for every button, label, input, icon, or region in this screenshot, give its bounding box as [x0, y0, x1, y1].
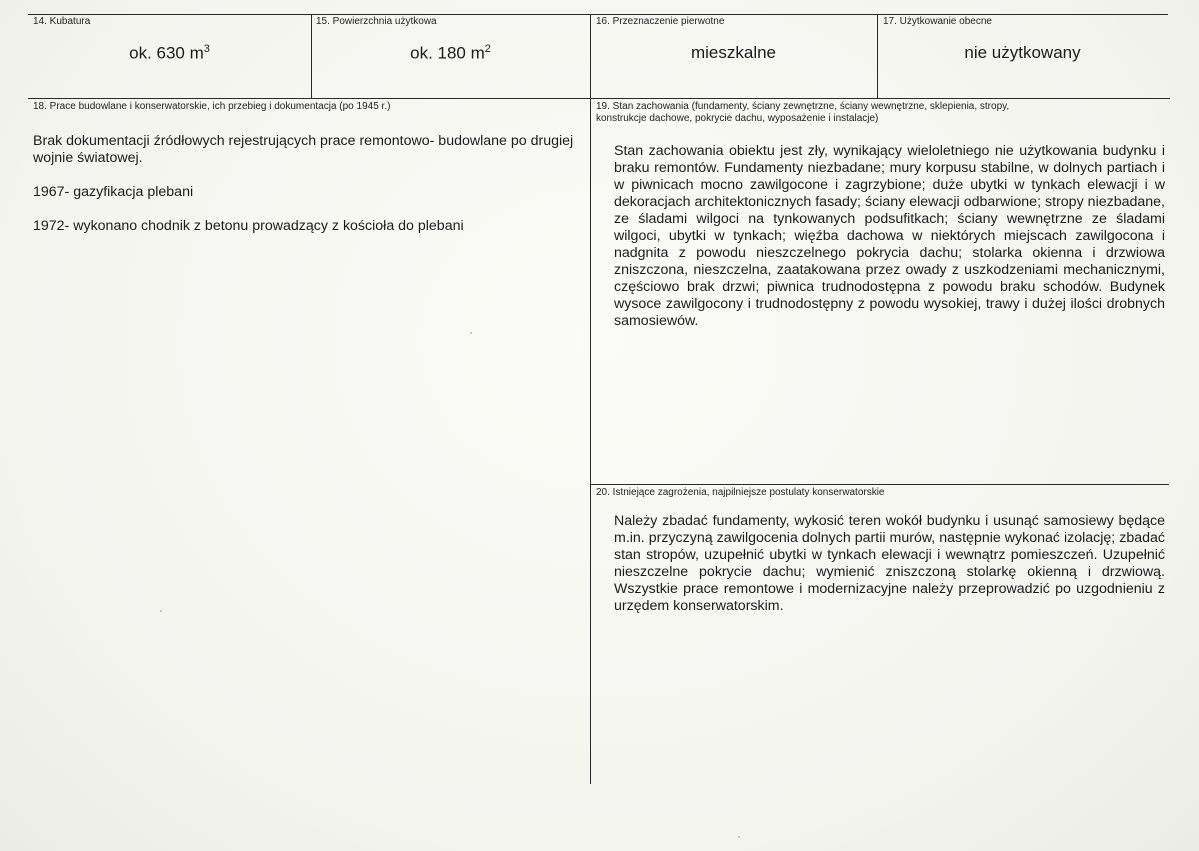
col-divider-15-16 [590, 14, 591, 784]
field-14-value-exponent: 3 [203, 43, 210, 55]
field-16-value: mieszkalne [690, 43, 777, 62]
field-16-label: 16. Przeznaczenie pierwotne [596, 16, 725, 27]
field-20-content: Należy zbadać fundamenty, wykosić teren wokół budynku i usunąć samosiewy będące m.in. przyczyną zawilgocenia dolnych partii murów, następnie wykonać izolację; zbadać stan stropów, uzupełnić ubytki w tynkach elewacji i wewnątrz pomieszczeń. Uzupełnić nieszczelne pokrycie dachu; wymienić zniszczoną stolarkę okienną i drzwiową. Wszystkie prace remontowe i modernizacyjne należy przeprowadzić po uzgodnieniu z urzędem konserwatorskim. [614, 513, 1165, 614]
field-20-label: 20. Istniejące zagrożenia, najpilniejsze postulaty konserwatorskie [596, 487, 885, 498]
paper-speck [160, 610, 162, 612]
field-15-value-text: ok. 180 m [410, 43, 485, 63]
row-divider [28, 98, 1170, 99]
field-14-value-text: ok. 630 m [129, 43, 204, 63]
field-18-paragraph: 1972- wykonano chodnik z betonu prowadzący z kościoła do plebani [33, 218, 464, 234]
field-14-value [28, 43, 311, 64]
field-18-paragraph: 1967- gazyfikacja plebani [33, 184, 194, 200]
field-15-label: 15. Powierzchnia użytkowa [316, 16, 437, 27]
top-rule [28, 14, 1168, 15]
field-18-paragraph: Brak dokumentacji źródłowych rejestrujących prace remontowo- budowlane po drugiej wojnie światowej. [33, 133, 574, 166]
field-15-value [311, 43, 590, 64]
field-15-value-exponent: 2 [484, 43, 491, 55]
field-18-label: 18. Prace budowlane i konserwatorskie, ich przebieg i dokumentacja (po 1945 r.) [33, 101, 391, 112]
field-17-value: nie użytkowany [964, 43, 1081, 62]
field-14-label: 14. Kubatura [33, 16, 91, 27]
right-column-divider [591, 484, 1169, 485]
paper-speck [738, 836, 740, 838]
paper-speck [470, 332, 472, 334]
field-19-content: Stan zachowania obiektu jest zły, wynikający wieloletniego nie użytkowania budynku i braku remontów. Fundamenty niezbadane; mury korpusu stabilne, w dolnych partiach i w piwnicach mocno zawilgocone i zagrzybione; duże ubytki w tynkach elewacji i w dekoracjach architektonicznych fasady; ściany elewacji odbarwione; stropy niezbadane, ze śladami wilgoci na tynkowanych podsufitkach; ściany wewnętrzne ze śladami wilgoci, ubytki w tynkach; więźba dachowa w niektórych miejscach zawilgocona i nadgnita z powodu nieszczelnego pokrycia dachu; stolarka okienna i drzwiowa zniszczona, nieszczelna, zaatakowana przez owady z uszkodzeniami mechanicznymi, częściowo brak drzwi; piwnica trudnodostępna z powodu braku schodów. Budynek wysoce zawilgocony i trudnodostępny z powodu wysokiej, trawy i dużej ilości drobnych samosiewów. [614, 143, 1165, 329]
field-19-label-line1: 19. Stan zachowania (fundamenty, ściany zewnętrzne, ściany wewnętrzne, sklepienia, stropy, [596, 101, 1010, 112]
field-17-label: 17. Użytkowanie obecne [883, 16, 992, 27]
field-19-label-line2: konstrukcje dachowe, pokrycie dachu, wyposażenie i instalacje) [596, 113, 879, 124]
field-18-content [33, 133, 583, 252]
